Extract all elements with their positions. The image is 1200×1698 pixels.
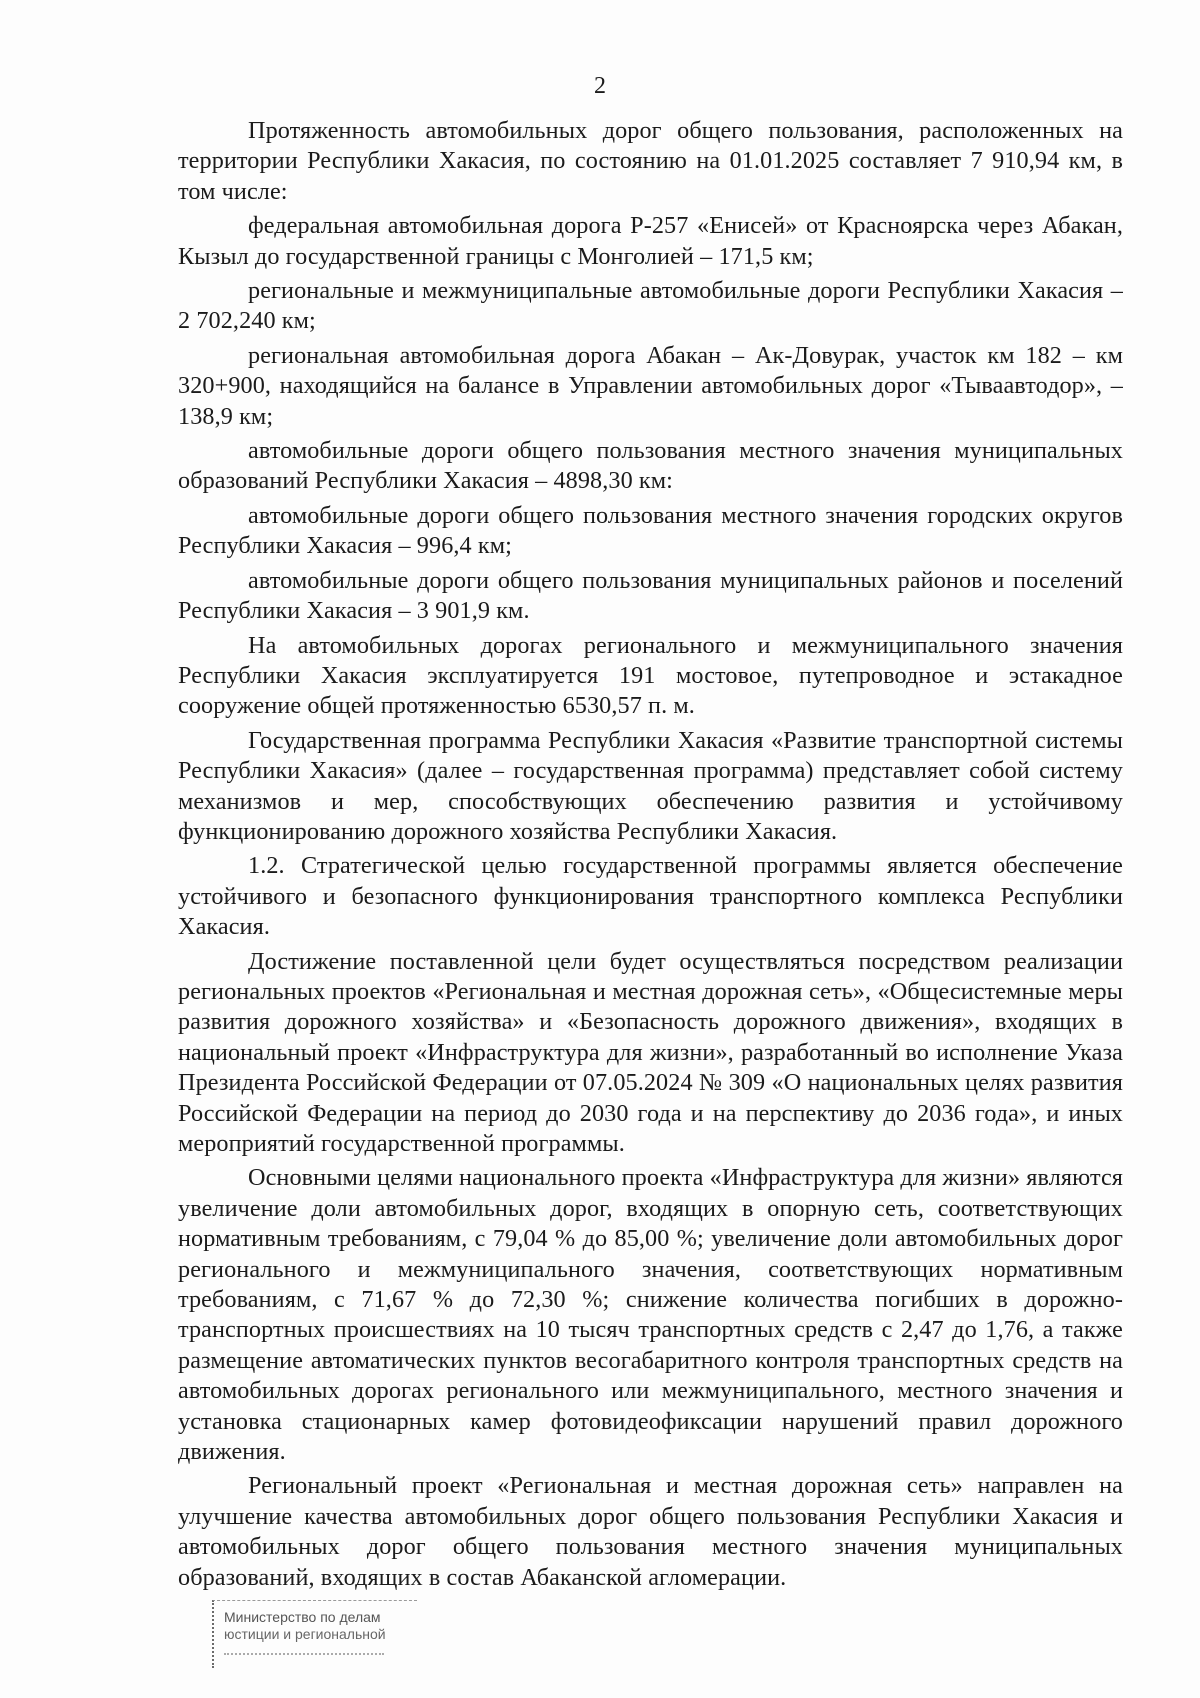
document-body	[178, 116, 1123, 1597]
paragraph: федеральная автомобильная дорога Р-257 «Енисей» от Красноярска через Абакан, Кызыл до государственной границы с Монголией – 171,5 км;	[178, 212, 1123, 270]
paragraph: На автомобильных дорогах регионального и межмуниципального значения Республики Хакасия эксплуатируется 191 мостовое, путепроводное и эстакадное сооружение общей протяженностью 6530,57 п. м.	[178, 631, 1123, 720]
paragraph: региональные и межмуниципальные автомобильные дороги Республики Хакасия – 2 702,240 км;	[178, 277, 1123, 335]
paragraph: Государственная программа Республики Хакасия «Развитие транспортной системы Республики Хакасия» (далее – государственная программа) представляет собой систему механизмов и мер, способствующих обеспечению развития и устойчивому функционированию дорожного хозяйства Республики Хакасия.	[178, 726, 1123, 845]
paragraph: 1.2. Стратегической целью государственной программы является обеспечение устойчивого и безопасного функционирования транспортного комплекса Республики Хакасия.	[178, 852, 1123, 941]
paragraph: региональная автомобильная дорога Абакан – Ак-Довурак, участок км 182 – км 320+900, находящийся на балансе в Управлении автомобильных дорог «Тываавтодор», – 138,9 км;	[178, 341, 1123, 430]
stamp-line: юстиции и региональной	[224, 1626, 386, 1642]
paragraph: Региональный проект «Региональная и местная дорожная сеть» направлен на улучшение качества автомобильных дорог общего пользования Республики Хакасия и автомобильных дорог общего пользования местного значения муниципальных образований, входящих в состав Абаканской агломерации.	[178, 1472, 1123, 1591]
paragraph: автомобильные дороги общего пользования местного значения городских округов Республики Хакасия – 996,4 км;	[178, 501, 1123, 560]
paragraph: Достижение поставленной цели будет осуществляться посредством реализации региональных проектов «Региональная и местная дорожная сеть», «Общесистемные меры развития дорожного хозяйства» и «Безопасность дорожного движения», входящих в национальный проект «Инфраструктура для жизни», разработанный во исполнение Указа Президента Российской Федерации от 07.05.2024 № 309 «О национальных целях развития Российской Федерации на период до 2030 года и на перспективу до 2036 года», и иных мероприятий государственной программы.	[178, 947, 1123, 1157]
page-number: 2	[594, 73, 606, 99]
paragraph: автомобильные дороги общего пользования муниципальных районов и поселений Республики Хакасия – 3 901,9 км.	[178, 566, 1123, 625]
stamp-line: Министерство по делам	[224, 1609, 381, 1625]
paragraph: Протяженность автомобильных дорог общего пользования, расположенных на территории Республики Хакасия, по состоянию на 01.01.2025 составляет 7 910,94 км, в том числе:	[178, 117, 1123, 205]
registration-stamp	[212, 1600, 417, 1668]
stamp-faded-line	[224, 1649, 384, 1655]
paragraph: автомобильные дороги общего пользования местного значения муниципальных образований Республики Хакасия – 4898,30 км:	[178, 437, 1123, 495]
paragraph: Основными целями национального проекта «Инфраструктура для жизни» являются увеличение доли автомобильных дорог, входящих в опорную сеть, соответствующих нормативным требованиям, с 79,04 % до 85,00 %; увеличение доли автомобильных дорог регионального и межмуниципального значения, соответствующих нормативным требованиям, с 71,67 % до 72,30 %; снижение количества погибших в дорожно-транспортных происшествиях на 10 тысяч транспортных средств с 2,47 до 1,76, а также размещение автоматических пунктов весогабаритного контроля транспортных средств на автомобильных дорогах регионального или межмуниципального, местного значения и установка стационарных камер фотовидеофиксации нарушений правил дорожного движения.	[178, 1164, 1123, 1466]
